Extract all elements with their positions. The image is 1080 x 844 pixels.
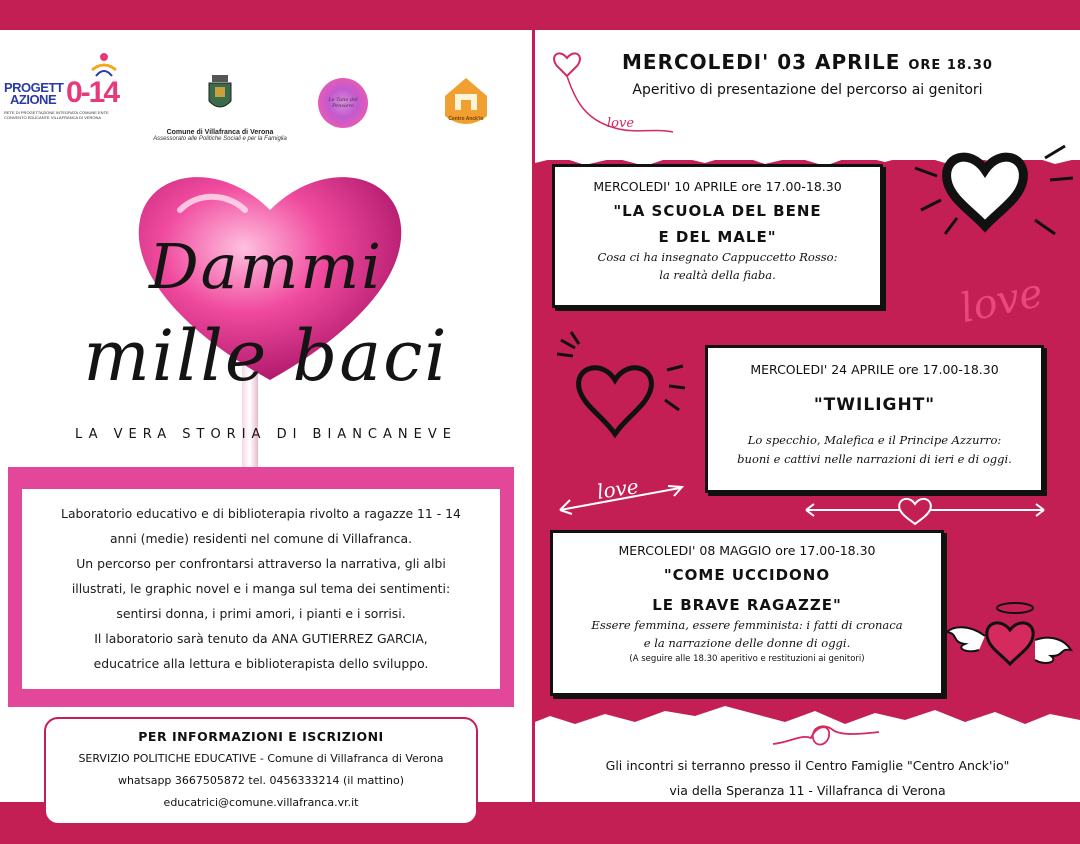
- description-line: Il laboratorio sarà tenuto da ANA GUTIERREZ GARCIA,: [94, 631, 428, 646]
- description-line: anni (medie) residenti nel comune di Villafranca.: [109, 531, 413, 546]
- tane-pensiero-logo: [318, 78, 368, 128]
- description-line: educatrice alla lettura e biblioterapista dello sviluppo.: [93, 656, 429, 671]
- progetto-line1: PROGETT: [4, 80, 64, 95]
- presentation-subtitle: Aperitivo di presentazione del percorso ai genitori: [632, 82, 983, 98]
- centro-anckio-logo: [441, 76, 491, 132]
- info-phone: whatsapp 3667505872 tel. 0456333214 (il mattino): [117, 774, 405, 787]
- progetto-line2: AZIONE: [10, 92, 57, 107]
- info-email[interactable]: educatrici@comune.villafranca.vr.it: [163, 796, 359, 809]
- heart-doodle-left-icon: [555, 330, 695, 450]
- lollipop-heart-icon: [120, 150, 420, 470]
- description-line: Un percorso per confrontarsi attraverso la narrativa, gli albi: [76, 556, 446, 571]
- event-desc: Lo specchio, Malefica e il Principe Azzurro:: [747, 433, 1002, 447]
- big-heart-doodle-icon: [905, 138, 1075, 248]
- presentation-date-text: MERCOLEDI' 03 APRILE: [622, 50, 901, 74]
- love-word-white: love: [595, 474, 641, 504]
- event-title: E DEL MALE": [658, 228, 777, 246]
- event-when: MERCOLEDI' 10 APRILE ore 17.00-18.30: [593, 179, 842, 194]
- event-desc: Essere femmina, essere femminista: i fatti di cronaca: [591, 618, 903, 632]
- event-desc: la realtà della fiaba.: [659, 268, 776, 282]
- description-line: Laboratorio educativo e di biblioterapia rivolto a ragazze 11 - 14: [61, 506, 461, 521]
- description-line: illustrati, le graphic novel e i manga sul tema dei sentimenti:: [71, 581, 451, 596]
- presentation-time: ORE 18.30: [908, 58, 993, 73]
- house-logo-icon: [441, 76, 491, 132]
- info-box: [44, 717, 478, 825]
- progetto-small: RETE DI PROGETTAZIONE INTEGRATA COMUNE ENTE CONVENTO EDUCANTE VILLAFRANCA DI VERONA: [4, 110, 109, 120]
- right-panel: [535, 30, 1080, 802]
- progetto-numbers: 0-14: [66, 76, 119, 109]
- main-title-line2: mille baci: [83, 315, 449, 397]
- info-title: PER INFORMAZIONI E ISCRIZIONI: [138, 729, 384, 744]
- event-title: "LA SCUOLA DEL BENE: [613, 202, 822, 220]
- heart-divider-icon: [800, 492, 1050, 526]
- comune-logo: [150, 75, 290, 155]
- main-title-line1: Dammi: [148, 230, 384, 303]
- left-panel: [0, 30, 532, 809]
- event-note: (A seguire alle 18.30 aperitivo e restituzioni ai genitori): [629, 654, 865, 664]
- event-desc: e la narrazione delle donne di oggi.: [643, 636, 851, 650]
- description-frame: [8, 467, 514, 707]
- comune-subtitle: Assessorato alle Politiche Sociali e per la Famiglia: [153, 136, 287, 142]
- event-card: [552, 164, 883, 308]
- event-card: [550, 530, 944, 696]
- winged-heart-icon: [945, 590, 1075, 690]
- footer-address: via della Speranza 11 - Villafranca di Verona: [669, 783, 946, 798]
- info-office: SERVIZIO POLITICHE EDUCATIVE - Comune di Villafranca di Verona: [78, 752, 444, 765]
- event-title: LE BRAVE RAGAZZE": [652, 596, 842, 614]
- comune-title: Comune di Villafranca di Verona: [166, 129, 274, 136]
- event-card: [705, 345, 1044, 493]
- centro-logo-text: Centro Anck'io: [448, 116, 484, 122]
- event-when: MERCOLEDI' 24 APRILE ore 17.00-18.30: [750, 362, 999, 377]
- circle-logo-text: Le Tane del Pensiero: [328, 97, 358, 109]
- description-box: [22, 489, 500, 689]
- event-when: MERCOLEDI' 08 MAGGIO ore 17.00-18.30: [618, 543, 876, 558]
- crest-icon: [206, 75, 234, 115]
- event-desc: Cosa ci ha insegnato Cappuccetto Rosso:: [597, 250, 838, 264]
- progetto-azione-logo: [4, 50, 124, 120]
- event-title: "TWILIGHT": [813, 395, 936, 415]
- event-title: "COME UCCIDONO: [663, 566, 831, 584]
- event-desc: buoni e cattivi nelle narrazioni di ieri e di oggi.: [737, 452, 1012, 466]
- love-word-red: love: [956, 269, 1048, 333]
- footer-venue: Gli incontri si terranno presso il Centro Famiglie "Centro Anck'io": [605, 758, 1010, 773]
- love-word-top: love: [607, 116, 635, 131]
- subtitle: LA VERA STORIA DI BIANCANEVE: [75, 427, 457, 442]
- heart-string-footer-icon: [771, 718, 881, 754]
- description-line: sentirsi donna, i primi amori, i pianti e i sorrisi.: [116, 606, 406, 621]
